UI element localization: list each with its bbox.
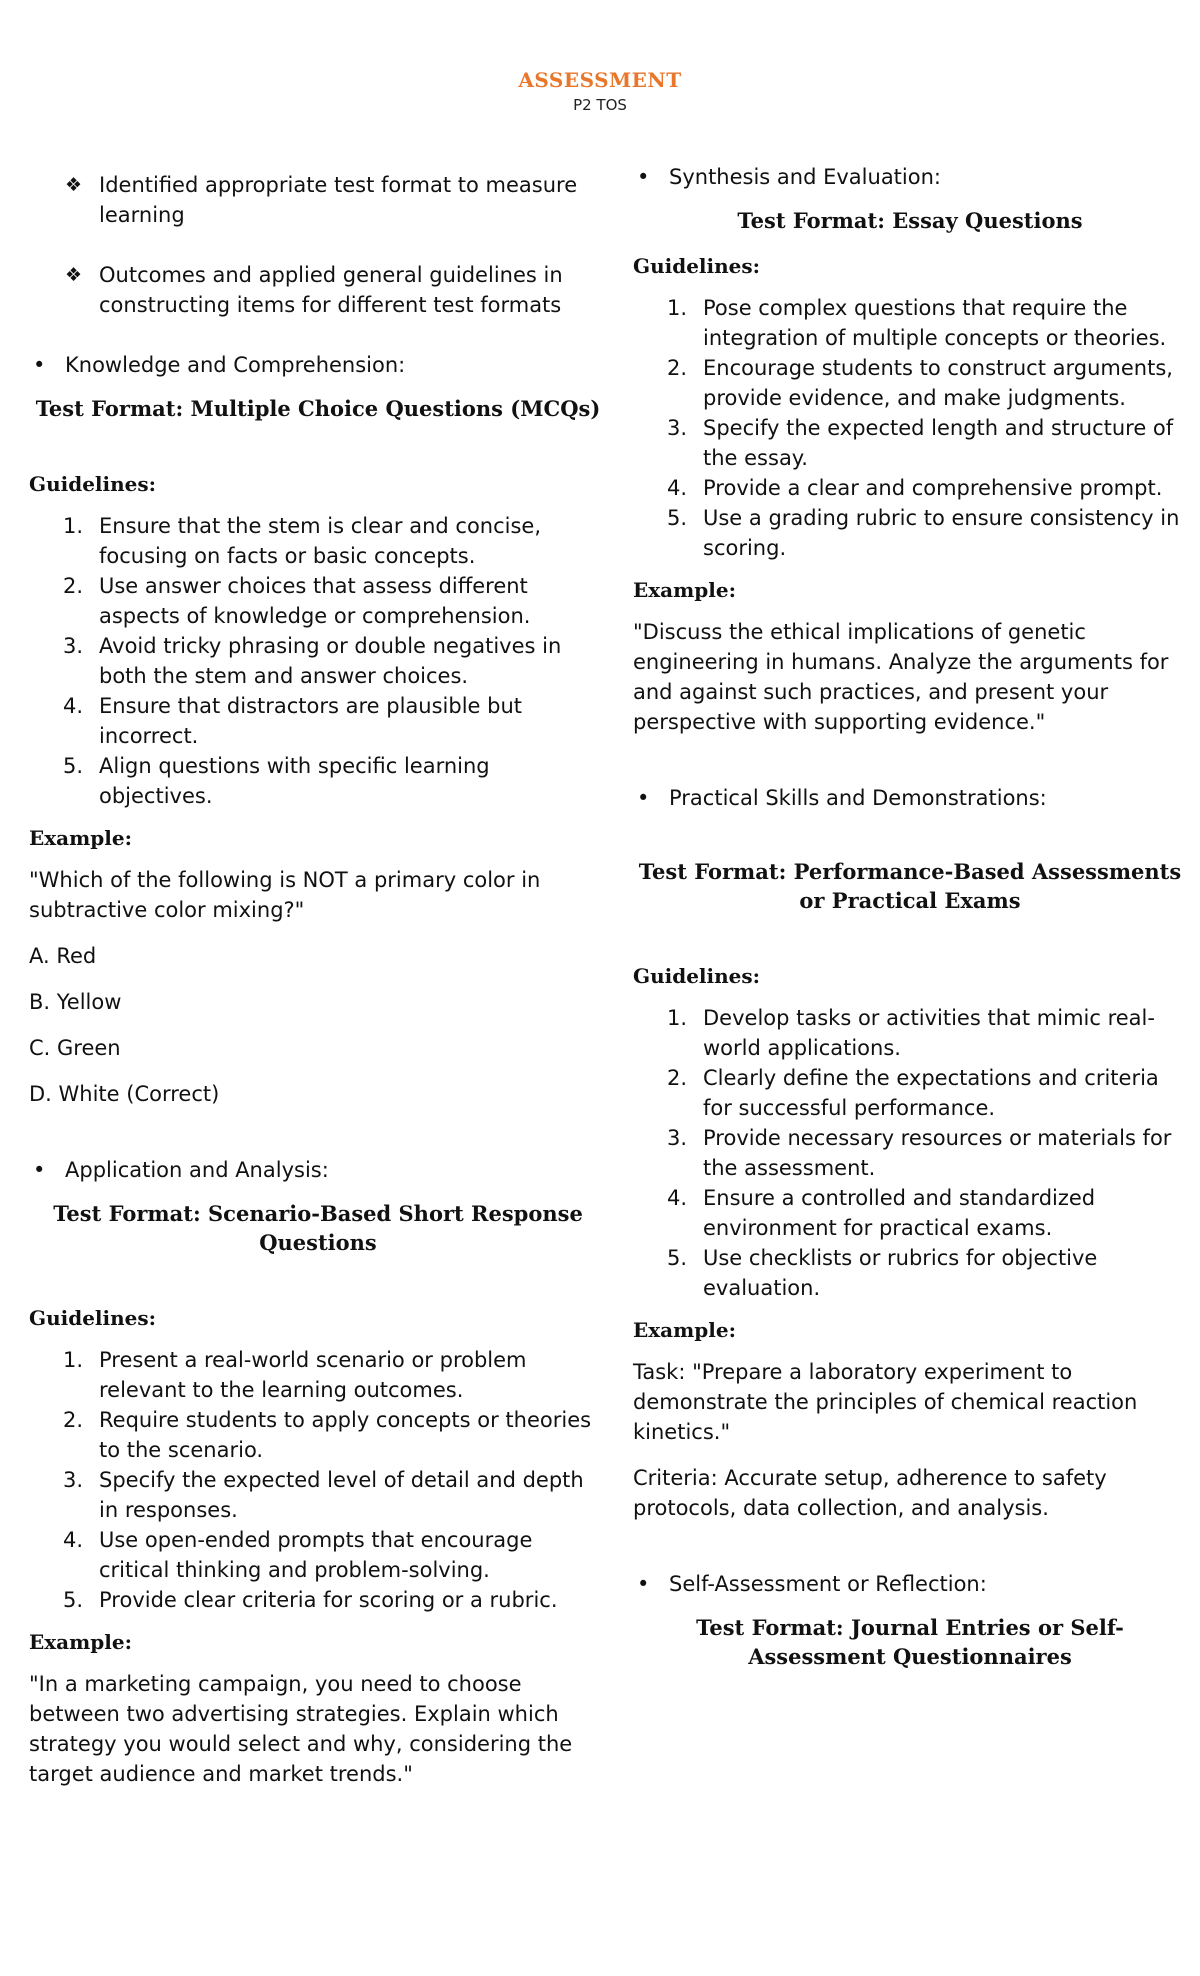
list-item: 5. Align questions with specific learning objectives. (62, 754, 490, 808)
guidelines-heading: Guidelines: (29, 1306, 157, 1330)
list-item: 1. Ensure that the stem is clear and concise, focusing on facts or basic concepts. (62, 514, 542, 568)
answer-option: B. Yellow (29, 990, 122, 1014)
list-item: 3. Specify the expected length and structure of the essay. (666, 416, 1174, 470)
section-bullet: • Application and Analysis: (29, 1155, 607, 1185)
list-item: 3. Avoid tricky phrasing or double negatives in both the stem and answer choices. (62, 634, 562, 688)
left-column (29, 170, 607, 1805)
answer-option: A. Red (29, 944, 97, 968)
bullet-dot-icon: • (637, 165, 650, 189)
example-criteria: Criteria: Accurate setup, adherence to safety protocols, data collection, and analysis. (633, 1466, 1107, 1520)
section-bullet: • Self-Assessment or Reflection: (633, 1569, 1187, 1599)
page-header (0, 68, 1200, 114)
guidelines-list (633, 293, 1187, 563)
list-item: 3. Specify the expected level of detail and depth in responses. (62, 1468, 584, 1522)
example-heading: Example: (633, 1318, 736, 1342)
list-item: 5. Use checklists or rubrics for objective evaluation. (666, 1246, 1098, 1300)
diamond-bullet-icon: ❖ (65, 174, 83, 196)
guidelines-list (29, 511, 607, 811)
list-item: 2. Clearly define the expectations and criteria for successful performance. (666, 1066, 1159, 1120)
list-item: 2. Use answer choices that assess different aspects of knowledge or comprehension. (62, 574, 531, 628)
list-item: 3. Provide necessary resources or materials for the assessment. (666, 1126, 1172, 1180)
test-format-heading: Test Format: Scenario-Based Short Response Questions (53, 1201, 583, 1255)
example-heading: Example: (29, 1630, 132, 1654)
list-item: 2. Encourage students to construct arguments, provide evidence, and make judgments. (666, 356, 1173, 410)
list-item: 4. Ensure that distractors are plausible but incorrect. (62, 694, 523, 748)
list-item: 4. Use open-ended prompts that encourage critical thinking and problem-solving. (62, 1528, 533, 1582)
test-format-heading: Test Format: Journal Entries or Self-Assessment Questionnaires (696, 1615, 1124, 1669)
bullet-dot-icon: • (637, 786, 650, 810)
guidelines-list (633, 1003, 1187, 1303)
diamond-bullet-icon: ❖ (65, 264, 83, 286)
guidelines-list (29, 1345, 607, 1615)
list-item: 1. Present a real-world scenario or problem relevant to the learning outcomes. (62, 1348, 527, 1402)
page-title: ASSESSMENT (518, 68, 682, 92)
example-text: "Discuss the ethical implications of genetic engineering in humans. Analyze the arguments for and against such practices, and present your perspective with supporting evidence." (633, 620, 1169, 734)
test-format-heading: Test Format: Essay Questions (737, 208, 1083, 233)
list-item: 4. Provide a clear and comprehensive prompt. (666, 476, 1163, 500)
right-column (633, 162, 1187, 1687)
example-heading: Example: (29, 826, 132, 850)
guidelines-heading: Guidelines: (29, 472, 157, 496)
bullet-dot-icon: • (33, 1158, 46, 1182)
test-format-heading: Test Format: Multiple Choice Questions (MCQs) (35, 396, 601, 421)
list-item: 1. Develop tasks or activities that mimic real-world applications. (666, 1006, 1155, 1060)
guidelines-heading: Guidelines: (633, 964, 761, 988)
section-bullet: • Knowledge and Comprehension: (29, 350, 607, 380)
section-bullet: • Practical Skills and Demonstrations: (633, 783, 1187, 813)
list-item: 2. Require students to apply concepts or theories to the scenario. (62, 1408, 592, 1462)
bullet-dot-icon: • (637, 1572, 650, 1596)
test-format-heading: Test Format: Performance-Based Assessments or Practical Exams (638, 859, 1182, 913)
example-task: Task: "Prepare a laboratory experiment to demonstrate the principles of chemical reaction kinetics." (633, 1360, 1138, 1444)
list-item: 4. Ensure a controlled and standardized environment for practical exams. (666, 1186, 1096, 1240)
example-text: "In a marketing campaign, you need to choose between two advertising strategies. Explain which strategy you would select and why, considering the target audience and market trends." (29, 1672, 573, 1786)
example-question: "Which of the following is NOT a primary color in subtractive color mixing?" (29, 868, 541, 922)
answer-option: D. White (Correct) (29, 1082, 220, 1106)
list-item: 5. Use a grading rubric to ensure consistency in scoring. (666, 506, 1180, 560)
intro-item: ❖ Identified appropriate test format to measure learning (65, 170, 607, 230)
list-item: 1. Pose complex questions that require the integration of multiple concepts or theories. (666, 296, 1167, 350)
page-subtitle: P2 TOS (573, 96, 627, 114)
bullet-dot-icon: • (33, 353, 46, 377)
guidelines-heading: Guidelines: (633, 254, 761, 278)
answer-option: C. Green (29, 1036, 121, 1060)
intro-item: ❖ Outcomes and applied general guidelines in constructing items for different test formats (65, 260, 607, 320)
example-heading: Example: (633, 578, 736, 602)
section-bullet: • Synthesis and Evaluation: (633, 162, 1187, 192)
list-item: 5. Provide clear criteria for scoring or a rubric. (62, 1588, 558, 1612)
